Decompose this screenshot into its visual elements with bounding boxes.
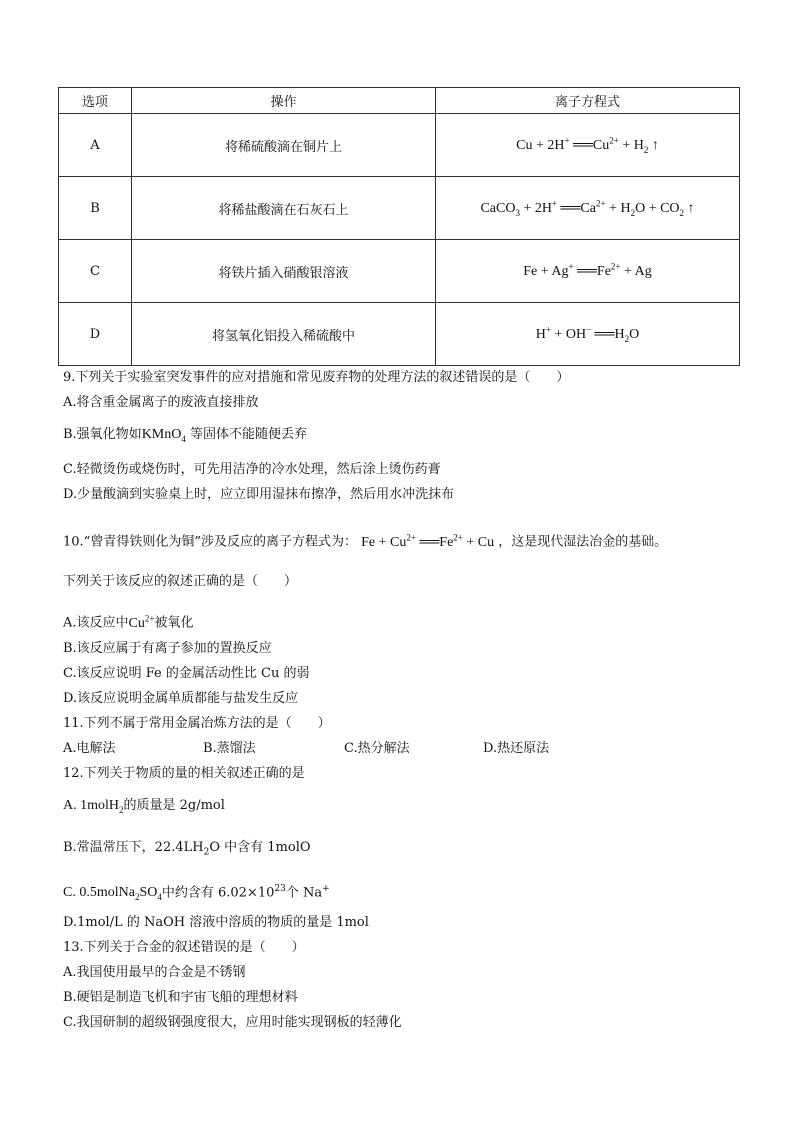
- table-row: [59, 114, 740, 177]
- row-operation: 将氢氧化铝投入稀硫酸中: [132, 303, 436, 366]
- equation-a: Cu + 2H+ $══Cu^{2+} + H_2$ ↑: [516, 135, 659, 155]
- q13-option-a: A.我国使用最早的合金是不锈钢: [63, 965, 246, 980]
- q11-stem: 11.下列不属于常用金属冶炼方法的是（ ）: [63, 716, 331, 731]
- table-row: [59, 303, 740, 366]
- q13-option-b: B.硬铝是制造飞机和宇宙飞船的理想材料: [63, 990, 298, 1005]
- table-header-row: [59, 88, 740, 114]
- q12-option-a: A. 1molH$_2$的质量是 2g/mol: [63, 798, 225, 815]
- q11-option-d: D.热还原法: [483, 741, 550, 756]
- q10-stem: 下列关于该反应的叙述正确的是（ ）: [63, 574, 298, 589]
- q11-option-b: B.蒸馏法: [203, 741, 256, 756]
- q12-option-d: D.1mol/L 的 NaOH 溶液中溶质的物质的量是 1mol: [63, 915, 369, 930]
- row-operation: 将稀盐酸滴在石灰石上: [132, 177, 436, 240]
- row-option: B: [59, 177, 132, 240]
- equation-c: Fe + Ag+ $══Fe^{2+} + Ag$: [523, 261, 652, 280]
- row-operation: 将铁片插入硝酸银溶液: [132, 240, 436, 303]
- row-option: D: [59, 303, 132, 366]
- q10-option-d: D.该反应说明金属单质都能与盐发生反应: [63, 691, 299, 706]
- q13-option-c: C.我国研制的超级钢强度很大，应用时能实现钢板的轻薄化: [63, 1015, 402, 1030]
- q9-stem: 9.下列关于实验室突发事件的应对措施和常见废弃物的处理方法的叙述错误的是（ ）: [63, 370, 570, 385]
- q9-option-c: C.轻微烫伤或烧伤时，可先用洁净的冷水处理，然后涂上烫伤药膏: [63, 462, 441, 477]
- q9-option-a: A.将含重金属离子的废液直接排放: [63, 395, 259, 410]
- q12-stem: 12.下列关于物质的量的相关叙述正确的是: [63, 766, 305, 781]
- q9-option-d: D.少量酸滴到实验桌上时，应立即用湿抹布擦净，然后用水冲洗抹布: [63, 487, 455, 502]
- row-option: A: [59, 114, 132, 177]
- row-equation: [436, 114, 740, 177]
- q10-option-b: B.该反应属于有离子参加的置换反应: [63, 641, 272, 656]
- equation-b: CaCO$_3$ + 2H+ $══Ca^{2+} + H_2O + CO_2$ ↑: [480, 198, 695, 218]
- q10-option-c: C.该反应说明 Fe 的金属活动性比 Cu 的弱: [63, 666, 310, 681]
- q12-option-b: B.常温常压下，$22.4LH_2O$ 中含有 1molO: [63, 840, 311, 858]
- options-table: [58, 87, 740, 366]
- header-equation: 离子方程式: [436, 88, 740, 114]
- row-equation: [436, 177, 740, 240]
- q10-option-a: A.该反应中$Cu^{2+}$被氧化: [63, 613, 194, 631]
- row-equation: [436, 240, 740, 303]
- row-equation: [436, 303, 740, 366]
- header-option: 选项: [59, 88, 132, 114]
- q12-option-c: C. $0.5molNa_2SO_4$中约含有 $6.02\times 10^{23}$个 Na+: [63, 884, 330, 903]
- q9-option-b: B.强氧化物如KMnO$_4$ 等固体不能随便丢弃: [63, 427, 308, 444]
- table-row: [59, 177, 740, 240]
- table-row: [59, 240, 740, 303]
- equation-d: H+ + OH− $══H_2O$: [535, 324, 640, 344]
- header-operation: 操作: [132, 88, 436, 114]
- row-option: C: [59, 240, 132, 303]
- row-operation: 将稀硫酸滴在铜片上: [132, 114, 436, 177]
- q10-equation-line: 10.“曾青得铁则化为铜”涉及反应的离子方程式为： $Fe + Cu^{2+}$ $══Fe^{2+} + Cu$ ，这是现代湿法冶金的基础。: [63, 532, 668, 550]
- q11-option-c: C.热分解法: [344, 741, 410, 756]
- q11-option-a: A.电解法: [63, 741, 116, 756]
- q13-stem: 13.下列关于合金的叙述错误的是（ ）: [63, 940, 305, 955]
